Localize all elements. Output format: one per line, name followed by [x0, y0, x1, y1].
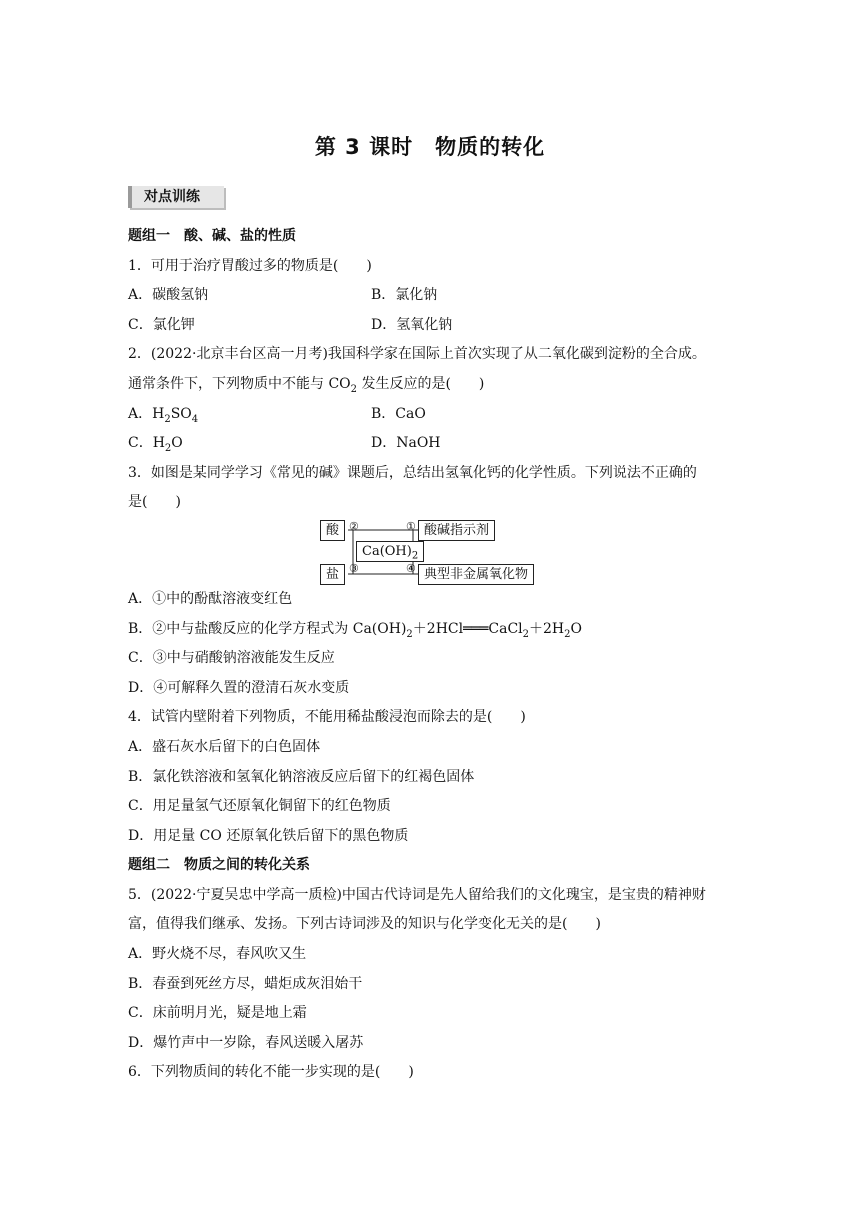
group-heading-2: 题组二 物质之间的转化关系: [128, 857, 310, 874]
option-b: B．氯化铁溶液和氢氧化钠溶液反应后留下的红褐色固体: [128, 768, 475, 785]
box-acid: 酸: [320, 520, 345, 541]
option-c: C．床前明月光，疑是地上霜: [128, 1005, 307, 1022]
option-d: D．氢氧化钠: [371, 316, 453, 333]
question-5-stem-cont: 富，值得我们继承、发扬。下列古诗词涉及的知识与化学变化无关的是( ): [128, 916, 601, 933]
box-indicator: 酸碱指示剂: [418, 520, 495, 541]
calcium-hydroxide-diagram: [128, 518, 748, 585]
option-a: A．$H_2SO_4$: [128, 405, 199, 425]
question-6-stem: 6．下列物质间的转化不能一步实现的是( ): [128, 1064, 414, 1081]
option-b: B．CaO: [371, 405, 426, 422]
question-1-options-ab: [128, 281, 748, 311]
question-2-options-ab: [128, 400, 748, 430]
box-salt: 盐: [320, 564, 345, 585]
question-5-stem: 5．(2022·宁夏吴忠中学高一质检)中国古代诗词是先人留给我们的文化瑰宝，是宝贵的精神财: [128, 886, 706, 903]
question-2-stem-cont: 通常条件下，下列物质中不能与 $CO_2$ 发生反应的是( ): [128, 375, 485, 395]
question-4-stem: 4．试管内壁附着下列物质，不能用稀盐酸浸泡而除去的是( ): [128, 709, 526, 726]
label-4: ④: [406, 561, 416, 575]
option-b: B．春蚕到死丝方尽，蜡炬成灰泪始干: [128, 975, 363, 992]
option-c: C．$H_2O$: [128, 435, 183, 454]
option-a: A．野火烧不尽，春风吹又生: [128, 946, 307, 963]
option-a: A．①中的酚酞溶液变红色: [128, 590, 293, 607]
option-d: D．用足量 CO 还原氧化铁后留下的黑色物质: [128, 827, 409, 844]
group-heading-1: 题组一 酸、碱、盐的性质: [128, 228, 296, 244]
option-c: C．氯化钾: [128, 316, 195, 333]
box-calcium-hydroxide: $Ca(OH)_2$: [356, 541, 424, 562]
option-d: D．NaOH: [371, 435, 441, 452]
option-a: A．盛石灰水后留下的白色固体: [128, 738, 321, 755]
question-3-stem: 3．如图是某同学学习《常见的碱》课题后，总结出氢氧化钙的化学性质。下列说法不正确的: [128, 464, 697, 481]
page-title: 第 3 课时 物质的转化: [314, 135, 546, 159]
section-tag: [128, 186, 224, 208]
question-2-options-cd: [128, 429, 748, 459]
section-tag-label: 对点训练: [144, 189, 200, 205]
option-d: D．④可解释久置的澄清石灰水变质: [128, 679, 350, 696]
option-d: D．爆竹声中一岁除，春风送暖入屠苏: [128, 1034, 364, 1051]
question-1-options-cd: [128, 311, 748, 341]
label-2: ②: [349, 519, 359, 533]
question-1-stem: 1．可用于治疗胃酸过多的物质是( ): [128, 257, 372, 274]
option-a: A．碳酸氢钠: [128, 287, 209, 304]
option-c: C．用足量氢气还原氧化铜留下的红色物质: [128, 798, 391, 815]
question-list: [128, 222, 748, 1088]
box-nonmetal-oxide: 典型非金属氧化物: [418, 564, 534, 585]
question-2-stem: 2．(2022·北京丰台区高一月考)我国科学家在国际上首次实现了从二氧化碳到淀粉的全合成。: [128, 346, 706, 363]
label-3: ③: [349, 561, 359, 575]
option-b: B．氯化钠: [371, 287, 438, 304]
option-b: B．②中与盐酸反应的化学方程式为 $Ca(OH)_2+2HCl═══CaCl_2+2H_2O$: [128, 620, 582, 640]
option-c: C．③中与硝酸钠溶液能发生反应: [128, 650, 335, 667]
question-3-stem-cont: 是( ): [128, 494, 181, 511]
label-1: ①: [406, 519, 416, 533]
